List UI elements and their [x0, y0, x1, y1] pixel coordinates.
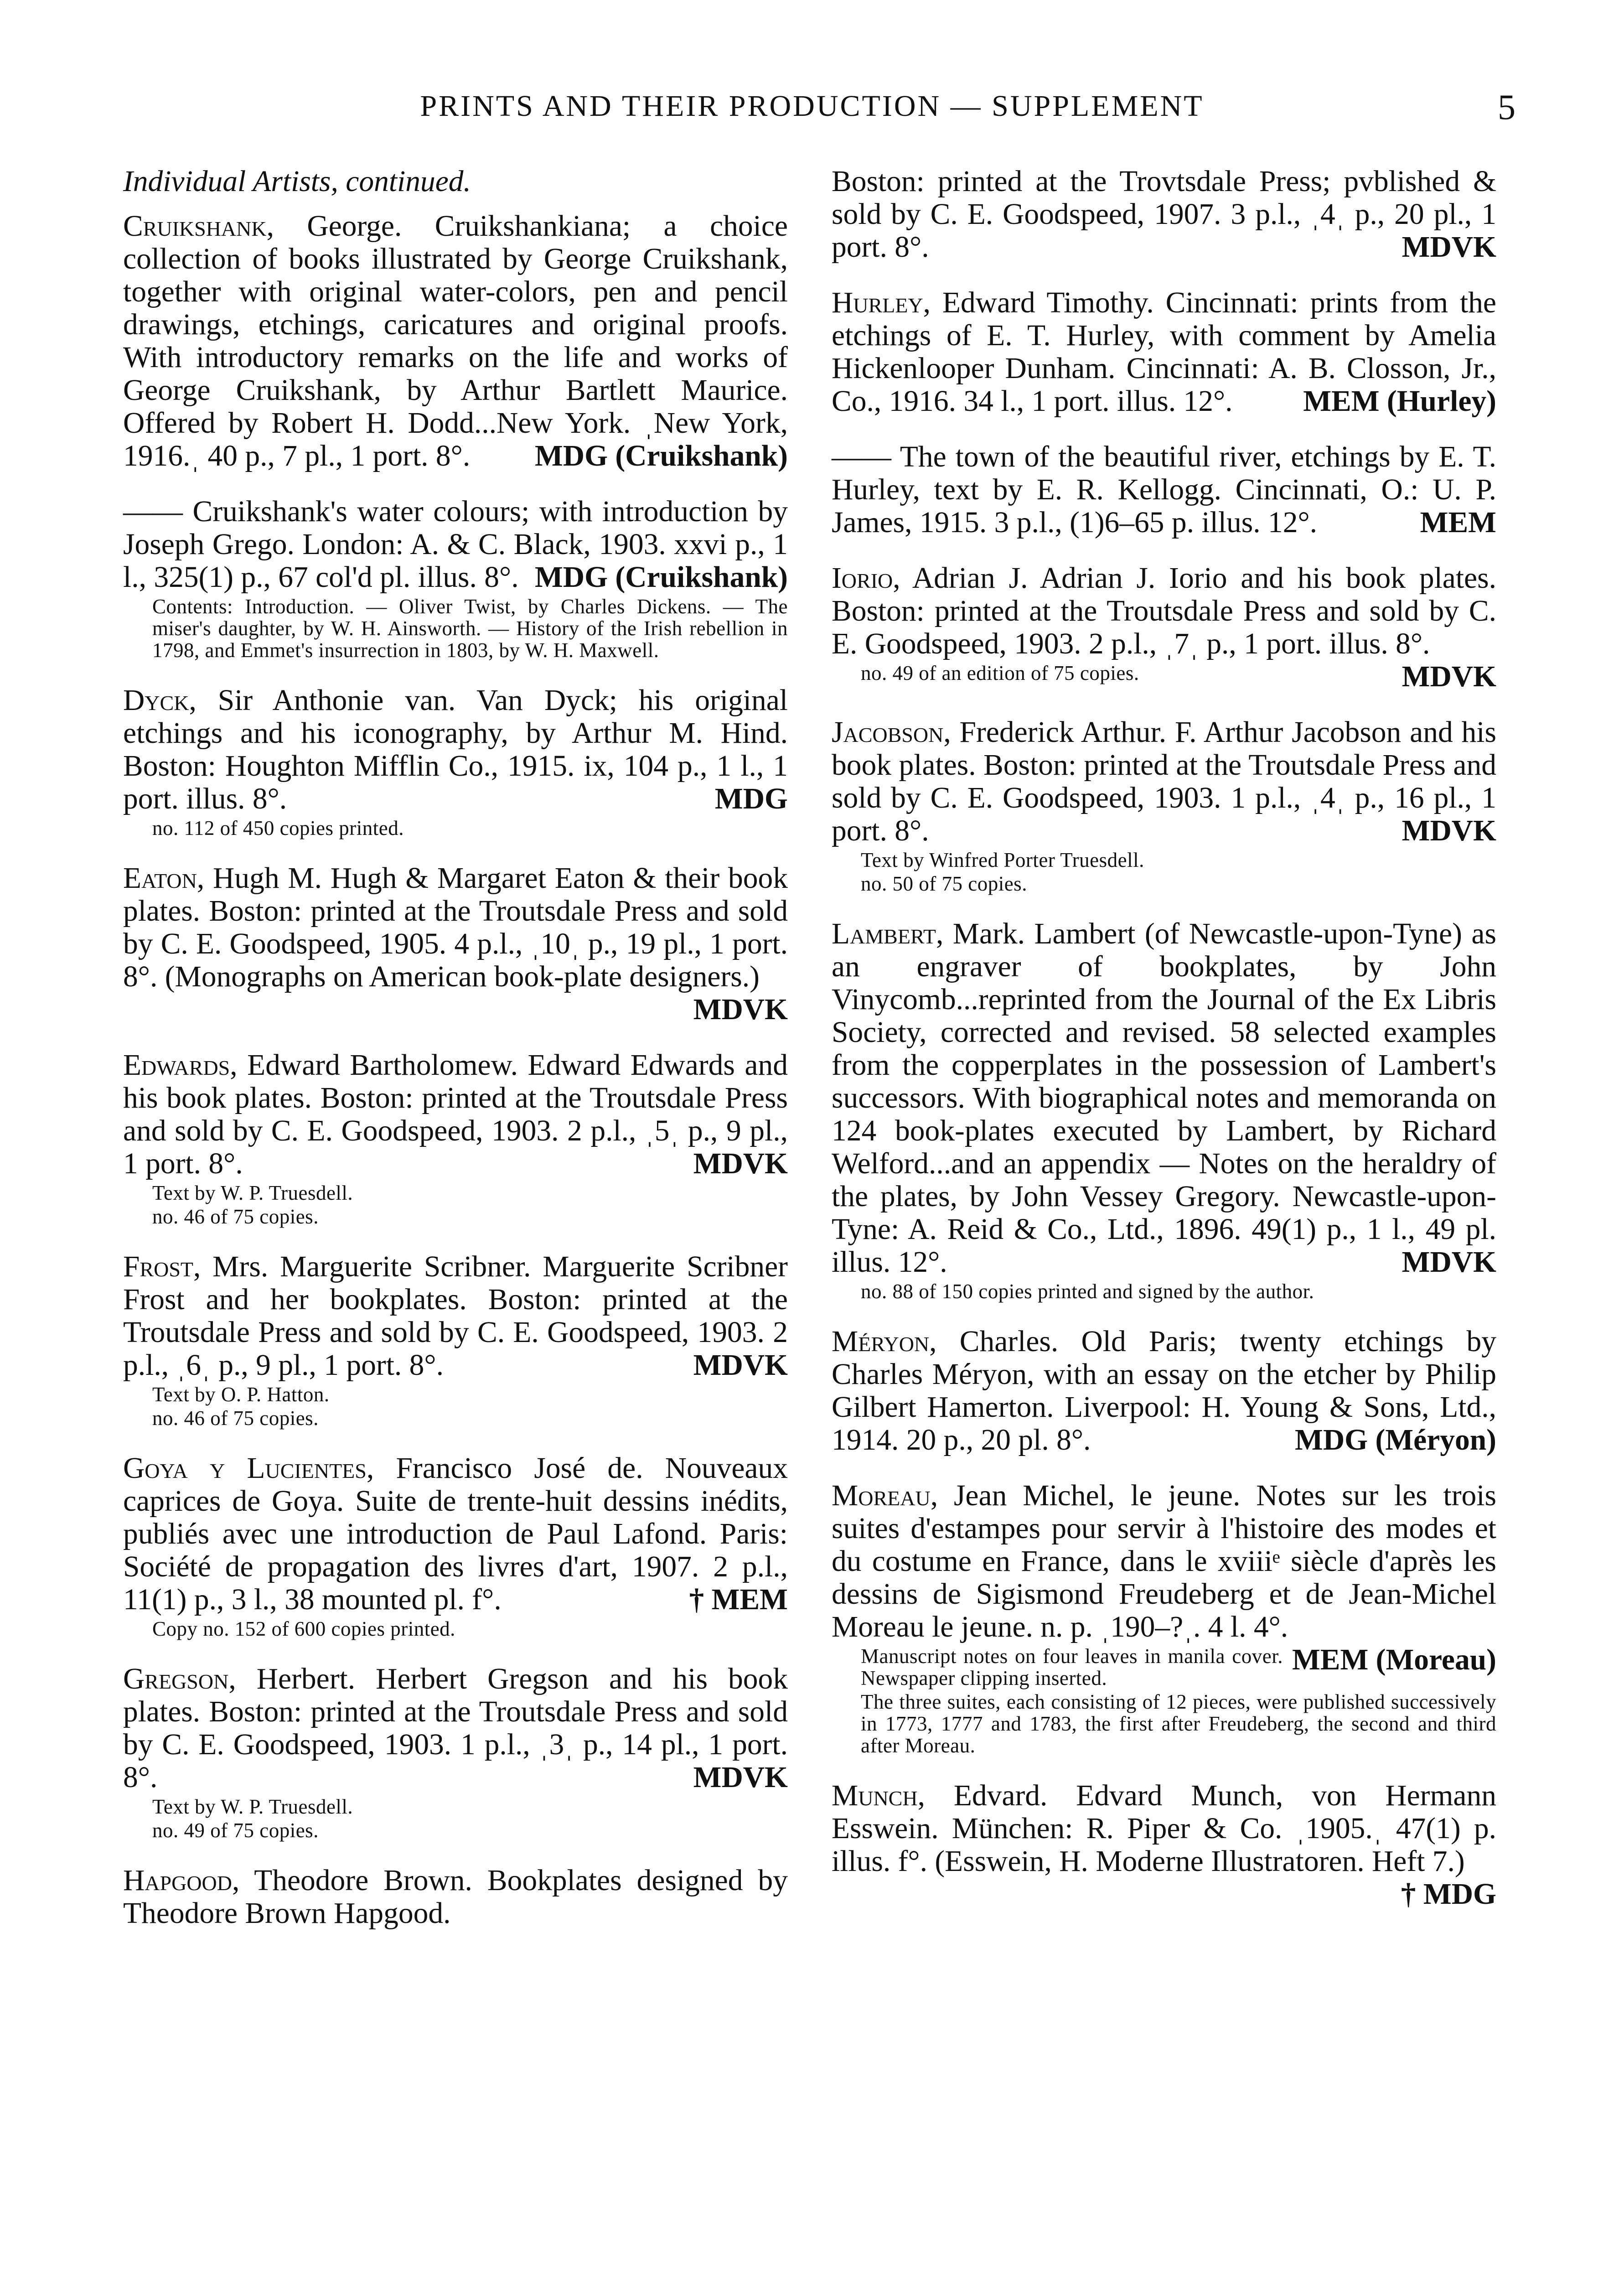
- catalog-entry: [123, 1864, 788, 1930]
- entry-note: Text by Winfred Porter Truesdell.: [861, 849, 1144, 871]
- entry-description: , Mrs. Marguerite Scribner. Marguerite Scribner Frost and her bookplates. Boston: printed at the Troutsdale Press and sold by C. E. Goodspeed, 1903. 2 p.l., ˌ6ˌ p., 9 pl., 1 port. 8°.: [123, 1250, 788, 1382]
- entry-name: ——: [123, 495, 183, 528]
- entry-note: Text by O. P. Hatton.: [152, 1383, 330, 1406]
- entry-text: [123, 1864, 788, 1930]
- entry-text: [123, 1049, 788, 1180]
- entry-name: Méryon: [832, 1325, 930, 1358]
- entry-note: no. 50 of 75 copies.: [861, 872, 1027, 895]
- page-number: 5: [1498, 87, 1515, 127]
- entry-description: , Edward Bartholomew. Edward Edwards and his book plates. Boston: printed at the Troutsdale Press and sold by C. E. Goodspeed, 1903. 2 p.l., ˌ5ˌ p., 9 pl., 1 port. 8°.: [123, 1049, 788, 1180]
- entry-note: Text by W. P. Truesdell.: [152, 1795, 353, 1818]
- shelf-mark: MDVK: [1402, 1246, 1496, 1279]
- catalog-entry: [123, 210, 788, 472]
- entry-description: Boston: printed at the Trovtsdale Press; pvblished & sold by C. E. Goodspeed, 1907. 3 p.l., ˌ4ˌ p., 20 pl., 1 port. 8°.: [832, 165, 1496, 264]
- entry-name: Cruikshank: [123, 210, 267, 243]
- entry-text: [832, 716, 1496, 847]
- shelf-mark: † MEM: [689, 1583, 788, 1616]
- shelf-mark: MDG (Cruikshank): [534, 561, 788, 594]
- shelf-mark: MDG (Cruikshank): [534, 440, 788, 472]
- entry-name: Dyck: [123, 684, 189, 717]
- entry-note: no. 112 of 450 copies printed.: [152, 817, 404, 839]
- shelf-mark: MDVK: [1402, 231, 1496, 264]
- shelf-mark: MDVK: [693, 1761, 788, 1794]
- catalog-entry: [832, 562, 1496, 693]
- entry-note: Text by W. P. Truesdell.: [152, 1181, 353, 1204]
- left-column: [123, 165, 788, 1953]
- entry-name: Iorio: [832, 562, 893, 595]
- entry-description: , Charles. Old Paris; twenty etchings by Charles Méryon, with an essay on the etcher by Philip Gilbert Hamerton. Liverpool: H. Young & Sons, Ltd., 1914. 20 p., 20 pl. 8°.: [832, 1325, 1496, 1456]
- entry-description: , Adrian J. Adrian J. Iorio and his book plates. Boston: printed at the Troutsdale Press and sold by C. E. Goodspeed, 1903. 2 p.l., ˌ7ˌ p., 1 port. illus. 8°.: [832, 562, 1496, 660]
- entry-text: [832, 1325, 1496, 1456]
- entry-description: , Herbert. Herbert Gregson and his book plates. Boston: printed at the Troutsdale Press and sold by C. E. Goodspeed, 1903. 1 p.l., ˌ3ˌ p., 14 pl., 1 port. 8°.: [123, 1663, 788, 1794]
- entry-text: [832, 1779, 1496, 1911]
- entry-description: , Sir Anthonie van. Van Dyck; his original etchings and his iconography, by Arthur M. Hind. Boston: Houghton Mifflin Co., 1915. ix, 104 p., 1 l., 1 port. illus. 8°.: [123, 684, 788, 815]
- entry-note: no. 49 of an edition of 75 copies.: [861, 662, 1139, 684]
- entry-note: no. 88 of 150 copies printed and signed by the author.: [861, 1280, 1314, 1303]
- entry-description: , Francisco José de. Nouveaux caprices de Goya. Suite de trente-huit dessins inédits, publiés avec une introduction de Paul Lafond. Paris: Société de propagation des livres d'art, 1907. 2 p.l., 11(1) p., 3 l., 38 mounted pl. f°.: [123, 1452, 788, 1616]
- shelf-mark: MDVK: [1402, 814, 1496, 847]
- entry-note: no. 46 of 75 copies.: [152, 1407, 319, 1430]
- entry-name: Goya y Lucientes: [123, 1452, 367, 1485]
- shelf-mark: † MDG: [1401, 1878, 1496, 1911]
- catalog-entry: [832, 165, 1496, 264]
- shelf-mark: MDG (Méryon): [1295, 1424, 1496, 1456]
- left-entries: [123, 210, 788, 1930]
- entry-text: [832, 440, 1496, 539]
- catalog-entry: [123, 1049, 788, 1228]
- entry-name: ——: [832, 440, 891, 473]
- entry-text: [123, 1452, 788, 1616]
- shelf-mark: MEM: [1420, 506, 1496, 539]
- entry-description: , Frederick Arthur. F. Arthur Jacobson and his book plates. Boston: printed at the Troutsdale Press and sold by C. E. Goodspeed, 1903. 1 p.l., ˌ4ˌ p., 16 pl., 1 port. 8°.: [832, 716, 1496, 847]
- catalog-entry: [832, 440, 1496, 539]
- entry-description: , George. Cruikshankiana; a choice collection of books illustrated by George Cruikshank, together with original water-colors, pen and pencil drawings, etchings, caricatures and original proofs. With introductory remarks on the life and works of George Cruikshank, by Arthur Bartlett Maurice. Offered by Robert H. Dodd...New York. ˌNew York, 1916.ˌ 40 p., 7 pl., 1 port. 8°.: [123, 210, 788, 472]
- entry-note: no. 46 of 75 copies.: [152, 1205, 319, 1228]
- catalog-entry: [123, 862, 788, 1026]
- entry-name: Edwards: [123, 1049, 230, 1082]
- entry-text: [832, 165, 1496, 264]
- shelf-mark: MDVK: [693, 993, 788, 1026]
- entry-text: [123, 495, 788, 594]
- entry-note: Contents: Introduction. — Oliver Twist, by Charles Dickens. — The miser's daughter, by W. H. Ainsworth. — History of the Irish rebellion in 1798, and Emmet's insurrection in 1803, by W. H. Maxwell.: [152, 595, 788, 662]
- entry-description: Cruikshank's water colours; with introduction by Joseph Grego. London: A. & C. Black, 1903. xxvi p., 1 l., 325(1) p., 67 col'd pl. illus. 8°.: [123, 495, 788, 594]
- entry-text: [123, 862, 788, 1026]
- shelf-mark: MDVK: [693, 1349, 788, 1382]
- shelf-mark: MDVK: [1402, 660, 1496, 693]
- entry-name: Moreau: [832, 1479, 931, 1512]
- shelf-mark: MEM (Moreau): [1292, 1643, 1496, 1676]
- entry-note: no. 49 of 75 copies.: [152, 1819, 319, 1842]
- shelf-mark: MDVK: [693, 1147, 788, 1180]
- catalog-entry: [123, 1452, 788, 1640]
- entry-name: Jacobson: [832, 716, 944, 749]
- catalog-entry: [832, 1479, 1496, 1757]
- running-title: PRINTS AND THEIR PRODUCTION — SUPPLEMENT: [420, 89, 1204, 123]
- entry-description: , Edvard. Edvard Munch, von Hermann Esswein. München: R. Piper & Co. ˌ1905.ˌ 47(1) p. illus. f°. (Esswein, H. Moderne Illustratoren. Heft 7.): [832, 1779, 1496, 1878]
- entry-text: [123, 1250, 788, 1382]
- page-header: [0, 87, 1624, 141]
- entry-name: Eaton: [123, 862, 197, 895]
- right-entries: [832, 165, 1496, 1911]
- section-heading: Individual Artists, continued.: [123, 165, 471, 198]
- catalog-entry: [832, 1325, 1496, 1456]
- entry-name: Lambert: [832, 917, 936, 950]
- entry-description: , Theodore Brown. Bookplates designed by Theodore Brown Hapgood.: [123, 1864, 788, 1930]
- entry-note: Copy no. 152 of 600 copies printed.: [152, 1617, 455, 1640]
- entry-text: [832, 286, 1496, 418]
- catalog-entry: [832, 286, 1496, 418]
- entry-text: [123, 1663, 788, 1794]
- entry-text: [123, 684, 788, 815]
- catalog-entry: [123, 495, 788, 661]
- entry-text: [832, 917, 1496, 1279]
- catalog-entry: [832, 917, 1496, 1302]
- entry-note: Manuscript notes on four leaves in manila cover. Newspaper clipping inserted.: [861, 1645, 1283, 1689]
- entry-text: [123, 210, 788, 472]
- entry-description: , Jean Michel, le jeune. Notes sur les trois suites d'estampes pour servir à l'histoire des modes et du costume en France, dans le xviiiᵉ siècle d'après les dessins de Sigismond Freudeberg et de Jean-Michel Moreau le jeune. n. p. ˌ190–?ˌ. 4 l. 4°.: [832, 1479, 1496, 1643]
- catalog-entry: [123, 684, 788, 839]
- shelf-mark: MEM (Hurley): [1303, 385, 1496, 418]
- catalog-entry: [832, 1779, 1496, 1911]
- catalog-entry: [123, 1250, 788, 1429]
- catalog-entry: [832, 716, 1496, 895]
- shelf-mark: MDG: [714, 782, 788, 815]
- entry-name: Frost: [123, 1250, 194, 1283]
- entry-name: Hurley: [832, 286, 923, 319]
- right-column: [832, 165, 1496, 1933]
- entry-description: The town of the beautiful river, etchings by E. T. Hurley, text by E. R. Kellogg. Cincinnati, O.: U. P. James, 1915. 3 p.l., (1)6–65 p. illus. 12°.: [832, 440, 1496, 539]
- entry-name: Hapgood: [123, 1864, 232, 1897]
- entry-name: Gregson: [123, 1663, 229, 1695]
- catalog-entry: [123, 1663, 788, 1841]
- entry-name: Munch: [832, 1779, 918, 1812]
- entry-description: , Mark. Lambert (of Newcastle-upon-Tyne) as an engraver of bookplates, by John Vinycomb...reprinted from the Journal of the Ex Libris Society, corrected and revised. 58 selected examples from the copperplates in the possession of Lambert's successors. With biographical notes and memoranda on 124 book-plates executed by Lambert, by Richard Welford...and an appendix — Notes on the heraldry of the plates, by John Vessey Gregory. Newcastle-upon-Tyne: A. Reid & Co., Ltd., 1896. 49(1) p., 1 l., 49 pl. illus. 12°.: [832, 917, 1496, 1279]
- entry-description: , Hugh M. Hugh & Margaret Eaton & their book plates. Boston: printed at the Troutsdale Press and sold by C. E. Goodspeed, 1905. 4 p.l., ˌ10ˌ p., 19 pl., 1 port. 8°. (Monographs on American book-plate designers.): [123, 862, 788, 993]
- entry-note: The three suites, each consisting of 12 pieces, were published successively in 1773, 1777 and 1783, the first after Freudeberg, the second and third after Moreau.: [861, 1690, 1496, 1757]
- entry-description: , Edward Timothy. Cincinnati: prints from the etchings of E. T. Hurley, with comment by Amelia Hickenlooper Dunham. Cincinnati: A. B. Closson, Jr., Co., 1916. 34 l., 1 port. illus. 12°.: [832, 286, 1496, 418]
